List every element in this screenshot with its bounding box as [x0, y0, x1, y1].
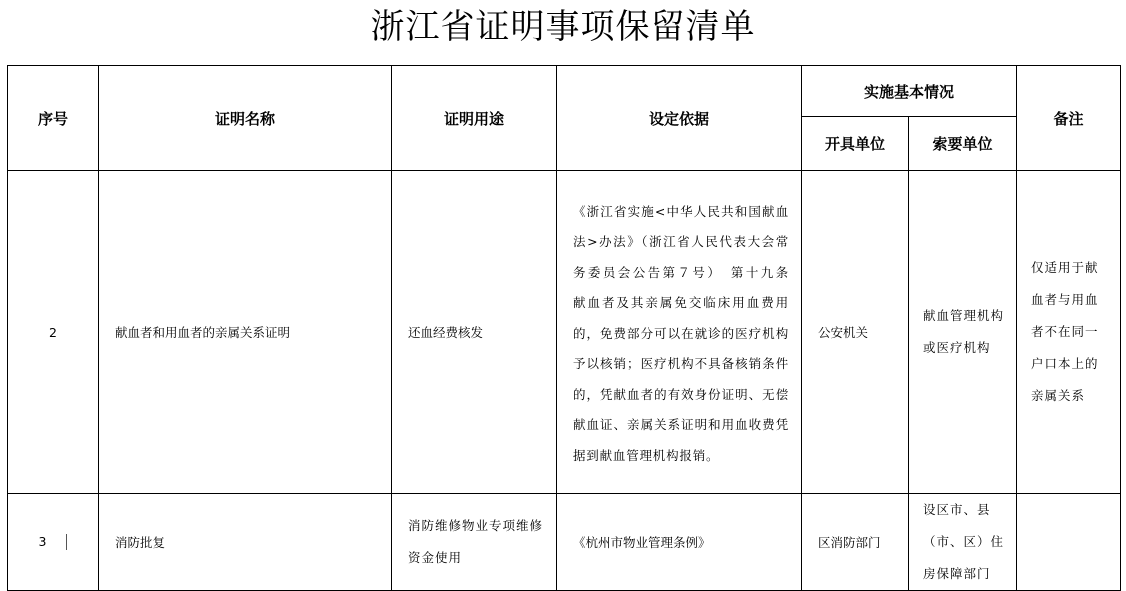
row-seq: 3 — [38, 533, 47, 549]
header-row — [8, 66, 1121, 117]
row-use: 消防维修物业专项维修资金使用 — [392, 494, 557, 591]
row-issuer: 公安机关 — [802, 171, 909, 494]
row-seq-cell — [8, 494, 99, 591]
header-seq: 序号 — [8, 66, 99, 171]
header-basis: 设定依据 — [557, 66, 802, 171]
page-title: 浙江省证明事项保留清单 — [370, 7, 756, 47]
header-use: 证明用途 — [392, 66, 557, 171]
row-requester: 设区市、县（市、区）住房保障部门 — [909, 494, 1017, 591]
header-implementation: 实施基本情况 — [802, 66, 1017, 117]
row-basis: 《浙江省实施<中华人民共和国献血法>办法》（浙江省人民代表大会常务委员会公告第７号） 第十九条 献血者及其亲属免交临床用血费用的，免费部分可以在就诊的医疗机构予以核销；医疗机构不具备核销条件的，凭献血者的有效身份证明、无偿献血证、亲属关系证明和用血收费凭据到献血管理机构报销。 — [557, 171, 802, 494]
row-use: 还血经费核发 — [392, 171, 557, 494]
table-row — [8, 494, 1121, 591]
header-name: 证明名称 — [99, 66, 392, 171]
text-cursor — [66, 534, 67, 550]
row-name: 献血者和用血者的亲属关系证明 — [99, 171, 392, 494]
row-remark: 仅适用于献血者与用血者不在同一户口本上的亲属关系 — [1017, 171, 1121, 494]
header-issuer: 开具单位 — [802, 117, 909, 171]
certificate-table — [7, 65, 1121, 591]
row-requester: 献血管理机构或医疗机构 — [909, 171, 1017, 494]
table-row — [8, 171, 1121, 494]
row-name: 消防批复 — [99, 494, 392, 591]
header-remark: 备注 — [1017, 66, 1121, 171]
row-seq: 2 — [8, 171, 99, 494]
row-remark — [1017, 494, 1121, 591]
row-issuer: 区消防部门 — [802, 494, 909, 591]
row-basis: 《杭州市物业管理条例》 — [557, 494, 802, 591]
header-requester: 索要单位 — [909, 117, 1017, 171]
